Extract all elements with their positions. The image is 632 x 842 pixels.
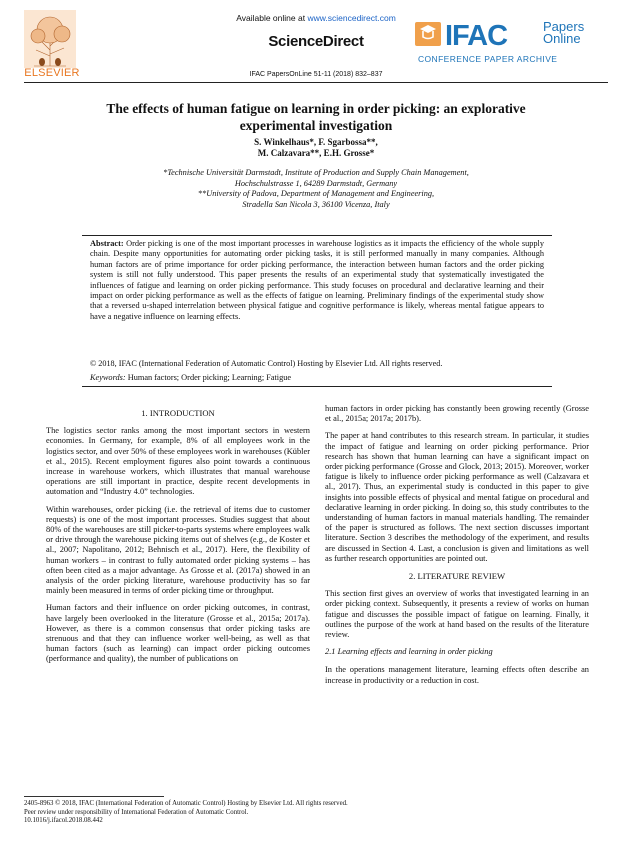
- abstract-text: Order picking is one of the most important processes in warehouse logistics as it impacts the efficiency of the whole supply chain. Despite many opportunities for automating order picking tasks, it is still performed manually in many companies. Although human factors are of prime importance for order picking performance, the interaction between human factors and the order picking system is still not fully understood. This paper presents the results of an experimental study that systematically investigated the influences of fatigue and learning on order picking performance. This study focuses on procedural and declarative learning and their impact on order picking performance as well as the effects of fatigue on learning. Preliminary findings of the experimental study show that a reversed u-shaped interrelation between physical fatigue and cognitive performance is likely, whereas mental fatigue appears to have a negative influence on learning effects.: [90, 239, 544, 321]
- affiliation-line: **University of Padova, Department of Management and Engineering,: [197, 189, 435, 198]
- title-line-1: The effects of human fatigue on learning in order picking: an explorative: [106, 101, 526, 116]
- paragraph: Human factors and their influence on order picking outcomes, in contrast, have largely been overlooked in the literature (Grosse et al., 2015a; 2017a). However, as there is a common consensus that order picking tasks are strenuous and that they can influence worker well-being, as well as that human factors (such as learning) can impact order picking outcomes (performance and quality), the number of publications on: [46, 603, 310, 664]
- footer-issn-line: 2405-8963 © 2018, IFAC (International Federation of Automatic Control) Hosting by Elsevier Ltd. All rights reserved.: [24, 800, 348, 807]
- footer-doi[interactable]: 10.1016/j.ifacol.2018.08.442: [24, 817, 103, 825]
- affiliation-line: *Technische Universität Darmstadt, Institute of Production and Supply Chain Management,: [163, 168, 469, 177]
- footer-divider: [24, 796, 164, 797]
- keywords-text: Human factors; Order picking; Learning; Fatigue: [127, 373, 292, 382]
- paragraph: The paper at hand contributes to this research stream. In particular, it studies the impact of fatigue and learning on order picking performance. Prior research has shown that human learning can have a significant impact on order picking performance (Grosse and Glock, 2013; 2015). Moreover, worker fatigue is likely to influence order picking performance as well (Calzavara et al., 2017). Thus, an experimental study is conducted in this paper to give insights into possible effects of physical and mental fatigue on procedural and declarative learning in order picking. In doing so, this study contributes to the understanding of human factors in manual materials handling. The remainder of the paper is structured as follows. The next section discusses important literature. Section 3 describes the methodology of the experiment, and results are discussed in Section 4. Last, a conclusion is given and limitations as well as further research opportunities are pointed out.: [325, 431, 589, 563]
- paragraph: In the operations management literature, learning effects often describe an increase in productivity or a reduction in cost.: [325, 665, 589, 685]
- paragraph: human factors in order picking has constantly been growing recently (Grosse et al., 2015a; 2017a; 2017b).: [325, 404, 589, 424]
- abstract: [90, 239, 544, 322]
- sciencedirect-link[interactable]: www.sciencedirect.com: [307, 13, 396, 23]
- paper-title: [40, 100, 592, 134]
- left-column: [46, 404, 310, 672]
- keywords-label: Keywords:: [90, 373, 126, 382]
- sciencedirect-logo: ScienceDirect: [268, 33, 364, 50]
- paragraph: Within warehouses, order picking (i.e. the retrieval of items due to customer requests) is one of the most important processes. Studies suggest that about 80% of the warehouses are still picker-to-parts systems where employees walk or drive through the warehouse picking items out of shelves (e.g., de Koster et al., 2007; Napolitano, 2012; Behnisch et al., 2017). Here, the flexibility of human workers – in contrast to fully automated order picking systems – has often been cited as a major advantage. As Grosse et al. (2017a) showed in an analysis of the order picking literature, warehouse productivity has so far mainly been measured in terms of order picking time or throughput.: [46, 504, 310, 596]
- subsection-heading-learning-effects: 2.1 Learning effects and learning in order picking: [325, 647, 493, 657]
- header-divider: [24, 82, 608, 83]
- conference-archive-label: CONFERENCE PAPER ARCHIVE: [418, 54, 558, 64]
- keywords: [90, 373, 544, 383]
- affiliation-line: Hochschulstrasse 1, 64289 Darmstadt, Germany: [234, 178, 398, 188]
- right-column: [325, 404, 589, 693]
- title-line-2: experimental investigation: [239, 118, 393, 133]
- authors-line-1: S. Winkelhaus*, F. Sgarbossa**,: [254, 137, 378, 147]
- available-prefix: Available online at: [236, 13, 306, 23]
- affiliations: [40, 168, 592, 210]
- ifac-wordmark: IFAC: [445, 20, 508, 52]
- section-heading-introduction: 1. INTRODUCTION: [141, 408, 215, 418]
- paragraph: The logistics sector ranks among the most important sectors in western economies. In Germany, for example, 8% of all employees work in the logistics sector, and over 50% of these employees work in warehouses (Kübler et al., 2015). Recent employment figures also point towards a continuous increase in warehouse workers, which illustrates that manual warehouse operations are still important in practice, despite recent developments in automation and “Industry 4.0” technologies.: [46, 426, 310, 497]
- abstract-label: Abstract:: [90, 239, 124, 248]
- online-word: Online: [543, 31, 581, 46]
- section-heading-literature-review: 2. LITERATURE REVIEW: [408, 571, 506, 582]
- papers-word: Papers: [543, 19, 585, 34]
- authors: [40, 137, 592, 159]
- journal-citation: IFAC PapersOnLine 51-11 (2018) 832–837: [249, 71, 383, 78]
- ifac-papersonline-logo: [415, 19, 605, 70]
- authors-line-2: M. Calzavara**, E.H. Grosse*: [257, 148, 375, 158]
- elsevier-wordmark: ELSEVIER: [24, 67, 80, 79]
- ifac-badge-icon: [415, 22, 441, 46]
- paragraph: This section first gives an overview of works that investigated learning in an order picking context. Subsequently, it presents a review of works on human fatigue and discusses the possible impact of fatigue on learning. Finally, it outlines the purpose of the work at hand based on the results of the literature review.: [325, 589, 589, 640]
- footer: [24, 800, 608, 826]
- abstract-copyright: © 2018, IFAC (International Federation of Automatic Control) Hosting by Elsevier Ltd. All rights reserved.: [90, 359, 443, 368]
- footer-peer-review: Peer review under responsibility of International Federation of Automatic Control.: [24, 808, 249, 816]
- affiliation-line: Stradella San Nicola 3, 36100 Vicenza, Italy: [242, 199, 390, 209]
